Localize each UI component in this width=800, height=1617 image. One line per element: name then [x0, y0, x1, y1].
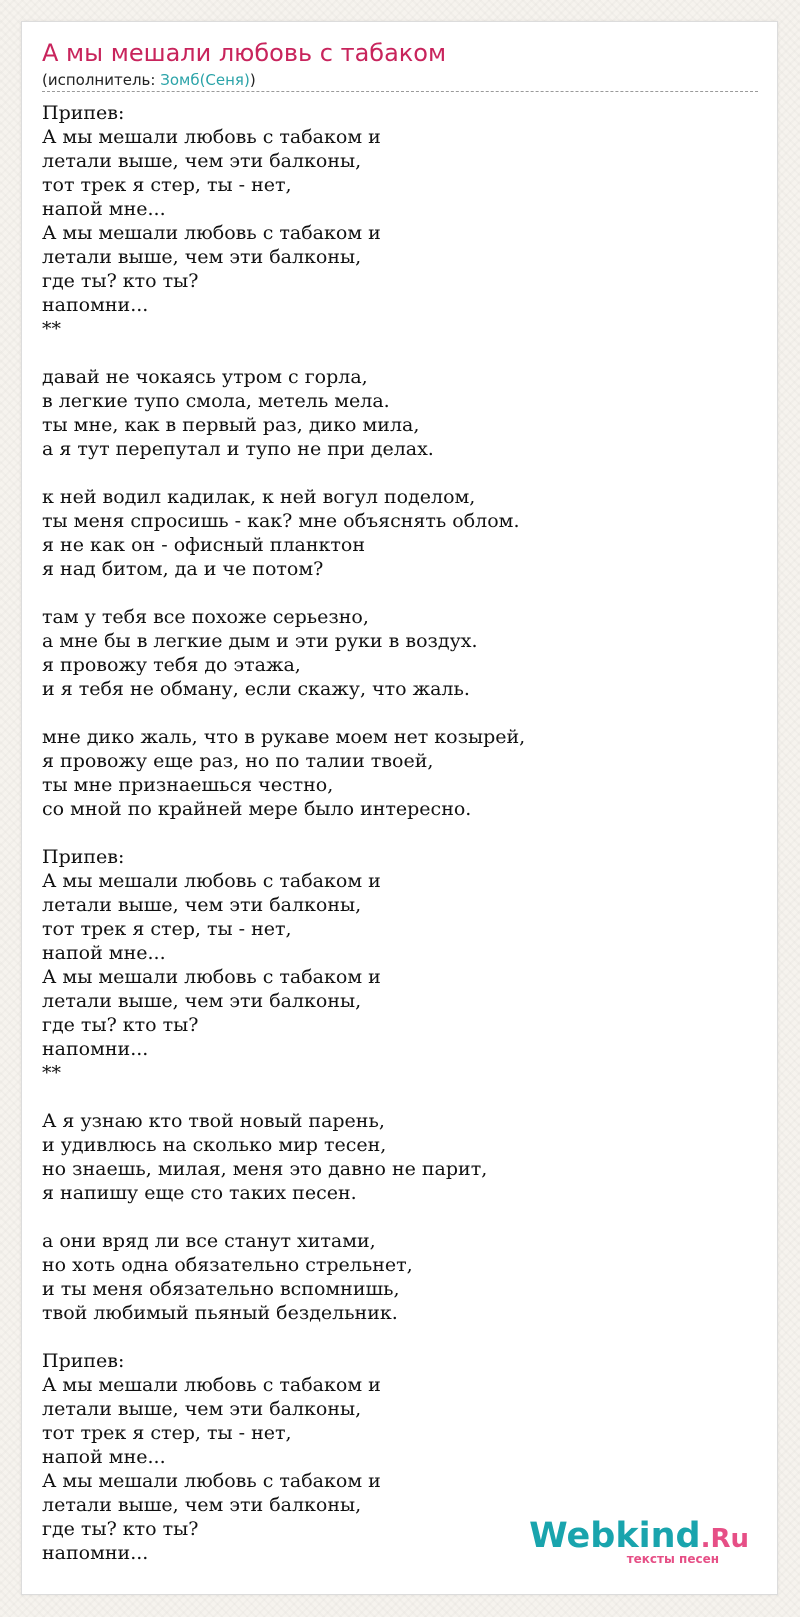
lyric-line: я провожу тебя до этажа, — [42, 654, 301, 676]
lyric-line: я не как он - офисный планктон — [42, 534, 366, 556]
lyric-line: напомни... — [42, 1038, 149, 1060]
lyric-line: Припев: — [42, 846, 125, 868]
lyric-line: напой мне... — [42, 942, 166, 964]
lyric-line: я над битом, да и че потом? — [42, 558, 324, 580]
lyric-line: А я узнаю кто твой новый парень, — [42, 1110, 385, 1132]
lyric-line: ты меня спросишь - как? мне объяснять облом. — [42, 510, 520, 532]
lyric-line: ты мне, как в первый раз, дико мила, — [42, 414, 420, 436]
lyric-line: я напишу еще сто таких песен. — [42, 1182, 357, 1204]
lyric-line: летали выше, чем эти балконы, — [42, 246, 362, 268]
lyric-line: тот трек я стер, ты - нет, — [42, 918, 292, 940]
lyric-line: Припев: — [42, 1350, 125, 1372]
lyric-line: напомни... — [42, 1542, 149, 1564]
lyric-line: а я тут перепутал и тупо не при делах. — [42, 438, 434, 460]
lyric-line: А мы мешали любовь с табаком и — [42, 126, 381, 148]
lyric-line: а мне бы в легкие дым и эти руки в воздух. — [42, 630, 478, 652]
lyric-line: напой мне... — [42, 198, 166, 220]
lyric-line: а они вряд ли все станут хитами, — [42, 1230, 376, 1252]
logo-brand: Webkind — [529, 1516, 701, 1556]
lyric-line: к ней водил кадилак, к ней вогул поделом, — [42, 486, 476, 508]
lyric-line: летали выше, чем эти балконы, — [42, 1398, 362, 1420]
lyric-line: А мы мешали любовь с табаком и — [42, 1374, 381, 1396]
lyrics-text — [42, 101, 758, 1565]
lyric-line: давай не чокаясь утром с горла, — [42, 366, 368, 388]
lyric-line: летали выше, чем эти балконы, — [42, 1494, 362, 1516]
lyric-line: твой любимый пьяный бездельник. — [42, 1302, 398, 1324]
lyric-line: ты мне признаешься честно, — [42, 774, 334, 796]
lyric-line: и удивлюсь на сколько мир тесен, — [42, 1134, 387, 1156]
lyric-line: я провожу еще раз, но по талии твоей, — [42, 750, 434, 772]
lyric-line: ** — [42, 1062, 61, 1084]
lyric-line: напомни... — [42, 294, 149, 316]
lyric-line: А мы мешали любовь с табаком и — [42, 966, 381, 988]
lyric-line: Припев: — [42, 102, 125, 124]
logo-tagline: тексты песен — [626, 1552, 719, 1566]
lyric-line: в легкие тупо смола, метель мела. — [42, 390, 390, 412]
lyric-line: летали выше, чем эти балконы, — [42, 894, 362, 916]
lyric-line: где ты? кто ты? — [42, 270, 199, 292]
lyric-line: со мной по крайней мере было интересно. — [42, 798, 472, 820]
lyric-blank-line — [42, 341, 758, 365]
artist-line — [42, 70, 256, 90]
lyric-blank-line — [42, 1325, 758, 1349]
lyric-blank-line — [42, 821, 758, 845]
lyric-line: но хоть одна обязательно стрельнет, — [42, 1254, 413, 1276]
lyric-blank-line — [42, 581, 758, 605]
artist-prefix: (исполнитель: — [42, 71, 161, 89]
lyric-line: летали выше, чем эти балконы, — [42, 150, 362, 172]
lyric-line: А мы мешали любовь с табаком и — [42, 870, 381, 892]
logo-tld: .Ru — [700, 1524, 749, 1554]
song-title: А мы мешали любовь с табаком — [42, 39, 447, 67]
title-divider — [42, 91, 758, 92]
lyric-blank-line — [42, 461, 758, 485]
lyric-line: ** — [42, 318, 61, 340]
lyric-line: тот трек я стер, ты - нет, — [42, 174, 292, 196]
lyric-line: где ты? кто ты? — [42, 1014, 199, 1036]
artist-link[interactable]: Зомб(Сеня) — [160, 71, 250, 89]
lyric-line: и я тебя не обману, если скажу, что жаль. — [42, 678, 470, 700]
webkind-logo — [529, 1516, 749, 1568]
lyric-line: напой мне... — [42, 1446, 166, 1468]
lyrics-card — [21, 21, 778, 1595]
lyric-line: где ты? кто ты? — [42, 1518, 199, 1540]
lyric-line: А мы мешали любовь с табаком и — [42, 222, 381, 244]
lyric-line: мне дико жаль, что в рукаве моем нет козырей, — [42, 726, 526, 748]
lyric-blank-line — [42, 701, 758, 725]
lyric-line: А мы мешали любовь с табаком и — [42, 1470, 381, 1492]
lyric-line: летали выше, чем эти балконы, — [42, 990, 362, 1012]
lyric-line: и ты меня обязательно вспомнишь, — [42, 1278, 400, 1300]
lyric-line: там у тебя все похоже серьезно, — [42, 606, 369, 628]
lyric-blank-line — [42, 1205, 758, 1229]
lyric-blank-line — [42, 1085, 758, 1109]
lyric-line: но знаешь, милая, меня это давно не парит, — [42, 1158, 488, 1180]
lyric-line: тот трек я стер, ты - нет, — [42, 1422, 292, 1444]
artist-suffix: ) — [249, 71, 256, 89]
